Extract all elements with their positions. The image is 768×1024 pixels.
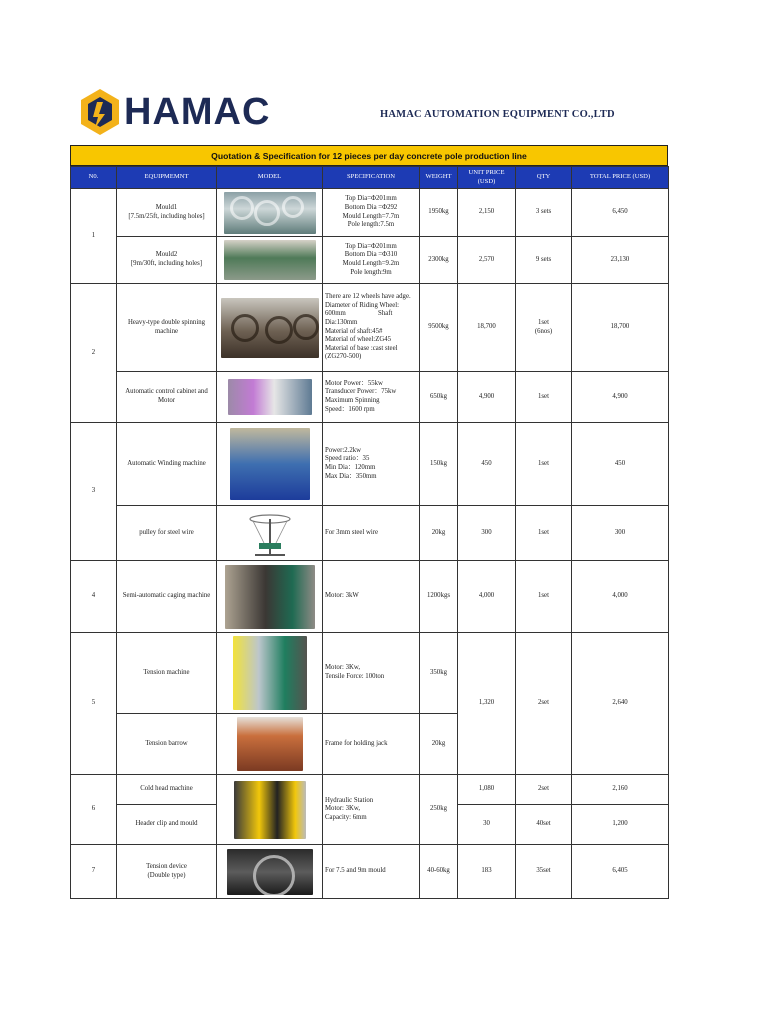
specification: For 7.5 and 9m mould bbox=[323, 845, 420, 899]
table-row bbox=[71, 561, 669, 633]
quantity: 1set bbox=[516, 372, 572, 423]
equipment-name: Automatic control cabinet and Motor bbox=[117, 372, 217, 423]
unit-price: 300 bbox=[458, 506, 516, 561]
tension-machine-photo bbox=[233, 636, 307, 710]
table-row bbox=[71, 845, 669, 899]
equipment-name: Header clip and mould bbox=[117, 805, 217, 845]
weight: 9500kg bbox=[420, 284, 458, 372]
group-number: 7 bbox=[71, 845, 117, 899]
specification: Top Dia=Φ201mm Bottom Dia =Φ292 Mould Length=7.7m Pole length:7.5m bbox=[323, 189, 420, 237]
model-image bbox=[217, 372, 323, 423]
quantity: 2set bbox=[516, 775, 572, 805]
tension-device-photo bbox=[227, 849, 313, 895]
model-image bbox=[217, 775, 323, 845]
total-price: 450 bbox=[572, 423, 669, 506]
unit-price: 2,150 bbox=[458, 189, 516, 237]
specification: Hydraulic Station Motor: 3Kw, Capacity: 6mm bbox=[323, 775, 420, 845]
total-price: 6,450 bbox=[572, 189, 669, 237]
quantity: 3 sets bbox=[516, 189, 572, 237]
unit-price: 450 bbox=[458, 423, 516, 506]
unit-price: 183 bbox=[458, 845, 516, 899]
total-price: 2,160 bbox=[572, 775, 669, 805]
table-row bbox=[71, 506, 669, 561]
col-header-total-price: TOTAL PRICE (USD) bbox=[572, 167, 669, 189]
weight: 2300kg bbox=[420, 237, 458, 284]
specification: There are 12 wheels have adge. Diameter of Riding Wheel: 600mm Shaft Dia:130mm Material of shaft:45# Material of wheel:ZG45 Material of base :cast steel (ZG270-500) bbox=[323, 284, 420, 372]
table-row bbox=[71, 189, 669, 237]
unit-price: 4,000 bbox=[458, 561, 516, 633]
weight: 350kg bbox=[420, 633, 458, 714]
quotation-sheet bbox=[70, 145, 668, 899]
total-price: 1,200 bbox=[572, 805, 669, 845]
equipment-name: pulley for steel wire bbox=[117, 506, 217, 561]
model-image bbox=[217, 714, 323, 775]
model-image bbox=[217, 237, 323, 284]
group-number: 1 bbox=[71, 189, 117, 284]
table-row bbox=[71, 284, 669, 372]
total-price: 23,130 bbox=[572, 237, 669, 284]
company-logo bbox=[80, 88, 271, 136]
equipment-name: Tension machine bbox=[117, 633, 217, 714]
equipment-name: Semi-automatic caging machine bbox=[117, 561, 217, 633]
equipment-name: Tension device (Double type) bbox=[117, 845, 217, 899]
specification: Motor Power：55kw Transducer Power：75kw Maximum Spinning Speed：1600 rpm bbox=[323, 372, 420, 423]
specification: Frame for holding jack bbox=[323, 714, 420, 775]
specification: Motor: 3Kw, Tensile Force: 100ton bbox=[323, 633, 420, 714]
quotation-title: Quotation & Specification for 12 pieces per day concrete pole production line bbox=[70, 145, 668, 166]
unit-price: 30 bbox=[458, 805, 516, 845]
unit-price: 2,570 bbox=[458, 237, 516, 284]
quantity: 1set bbox=[516, 561, 572, 633]
col-header-unit-price: UNIT PRICE (USD) bbox=[458, 167, 516, 189]
unit-price: 1,320 bbox=[458, 633, 516, 775]
quantity: 1set bbox=[516, 423, 572, 506]
specification: Top Dia=Φ201mm Bottom Dia =Φ310 Mould Length=9.2m Pole length:9m bbox=[323, 237, 420, 284]
group-number: 3 bbox=[71, 423, 117, 561]
total-price: 4,000 bbox=[572, 561, 669, 633]
col-header-no: N0. bbox=[71, 167, 117, 189]
group-number: 4 bbox=[71, 561, 117, 633]
equipment-name: Cold head machine bbox=[117, 775, 217, 805]
total-price: 4,900 bbox=[572, 372, 669, 423]
winding-machine-photo bbox=[230, 428, 310, 500]
control-cabinet-photo bbox=[228, 379, 312, 415]
cold-head-machine-photo bbox=[234, 781, 306, 839]
col-header-equipment: EQUIPMEMNT bbox=[117, 167, 217, 189]
total-price: 18,700 bbox=[572, 284, 669, 372]
weight: 20kg bbox=[420, 714, 458, 775]
group-number: 2 bbox=[71, 284, 117, 423]
total-price: 2,640 bbox=[572, 633, 669, 775]
quantity: 9 sets bbox=[516, 237, 572, 284]
model-image bbox=[217, 561, 323, 633]
hamac-logo-icon bbox=[80, 88, 120, 136]
table-row bbox=[71, 633, 669, 714]
quantity: 40set bbox=[516, 805, 572, 845]
table-row bbox=[71, 237, 669, 284]
weight: 150kg bbox=[420, 423, 458, 506]
table-row bbox=[71, 372, 669, 423]
table-row bbox=[71, 423, 669, 506]
quantity: 1set bbox=[516, 506, 572, 561]
specification: Power:2.2kw Speed ratio：35 Min Dia：120mm Max Dia：350mm bbox=[323, 423, 420, 506]
model-image bbox=[217, 284, 323, 372]
pulley-photo bbox=[245, 509, 295, 557]
quantity: 2set bbox=[516, 633, 572, 775]
col-header-qty: QTY bbox=[516, 167, 572, 189]
unit-price: 4,900 bbox=[458, 372, 516, 423]
total-price: 300 bbox=[572, 506, 669, 561]
weight: 1200kgs bbox=[420, 561, 458, 633]
col-header-model: MODEL bbox=[217, 167, 323, 189]
model-image bbox=[217, 189, 323, 237]
weight: 650kg bbox=[420, 372, 458, 423]
model-image bbox=[217, 423, 323, 506]
weight: 1950kg bbox=[420, 189, 458, 237]
equipment-name: Mould2 [9m/30ft, including holes] bbox=[117, 237, 217, 284]
table-header-row bbox=[71, 167, 669, 189]
col-header-weight: WEIGHT bbox=[420, 167, 458, 189]
spinning-machine-photo bbox=[221, 298, 319, 358]
quantity: 1set (6nos) bbox=[516, 284, 572, 372]
unit-price: 18,700 bbox=[458, 284, 516, 372]
caging-machine-photo bbox=[225, 565, 315, 629]
group-number: 6 bbox=[71, 775, 117, 845]
mould-photo bbox=[224, 240, 316, 280]
equipment-name: Heavy-type double spinning machine bbox=[117, 284, 217, 372]
quotation-table bbox=[70, 166, 669, 899]
mould-photo bbox=[224, 192, 316, 234]
tension-barrow-photo bbox=[237, 717, 303, 771]
weight: 250kg bbox=[420, 775, 458, 845]
weight: 20kg bbox=[420, 506, 458, 561]
equipment-name: Automatic Winding machine bbox=[117, 423, 217, 506]
specification: Motor: 3kW bbox=[323, 561, 420, 633]
company-name: HAMAC AUTOMATION EQUIPMENT CO.,LTD bbox=[380, 109, 615, 120]
total-price: 6,405 bbox=[572, 845, 669, 899]
col-header-specification: SPECIFICATION bbox=[323, 167, 420, 189]
equipment-name: Tension barrow bbox=[117, 714, 217, 775]
quantity: 35set bbox=[516, 845, 572, 899]
model-image bbox=[217, 633, 323, 714]
weight: 40-60kg bbox=[420, 845, 458, 899]
logo-text: HAMAC bbox=[124, 91, 271, 133]
equipment-name: Mould1 [7.5m/25ft, including holes] bbox=[117, 189, 217, 237]
model-image bbox=[217, 506, 323, 561]
group-number: 5 bbox=[71, 633, 117, 775]
specification: For 3mm steel wire bbox=[323, 506, 420, 561]
model-image bbox=[217, 845, 323, 899]
table-row bbox=[71, 775, 669, 805]
unit-price: 1,080 bbox=[458, 775, 516, 805]
